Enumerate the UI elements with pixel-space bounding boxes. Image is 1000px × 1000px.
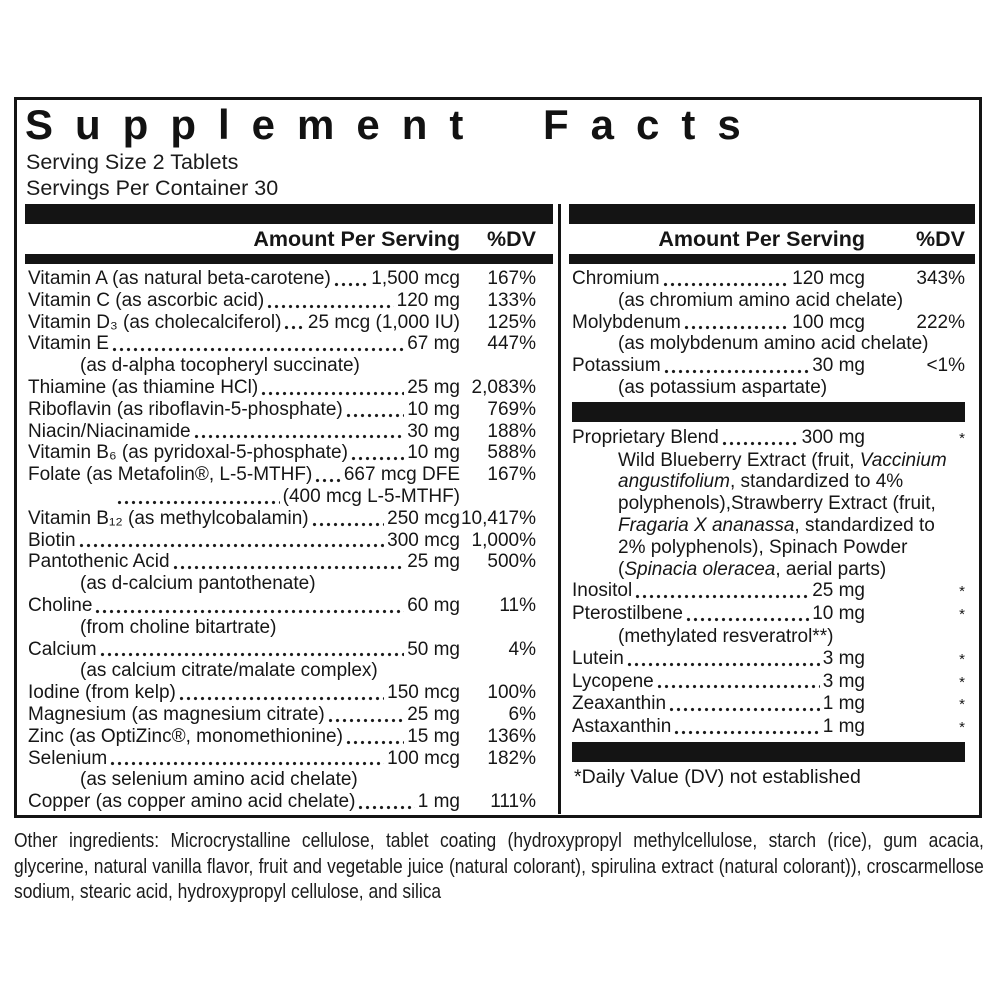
nutrient-detail: (as potassium aspartate)	[618, 376, 828, 398]
nutrient-dv: *	[959, 719, 965, 737]
nutrient-entry	[28, 399, 460, 421]
nutrient-entry	[28, 464, 460, 486]
blend-description	[572, 450, 965, 581]
dv-footnote: *Daily Value (DV) not established	[574, 765, 861, 788]
nutrient-name: Zeaxanthin	[572, 693, 667, 715]
dot-leader	[328, 718, 404, 723]
nutrient-name: Pterostilbene	[572, 603, 683, 625]
blend-text-segment: , standardized to 4% polyphenols),Strawberry Extract (fruit,	[618, 471, 936, 515]
label-title: Supplement Facts	[25, 101, 763, 148]
nutrient-amount: 30 mg	[407, 420, 460, 442]
nutrient-name: Vitamin D₃ (as cholecalciferol)	[28, 311, 282, 333]
nutrient-dv: 11%	[499, 594, 536, 616]
nutrition-column-right	[569, 204, 975, 814]
dot-leader	[179, 696, 384, 701]
nutrient-dv: 222%	[916, 311, 965, 333]
nutrient-row	[572, 603, 965, 626]
nutrient-detail: (as molybdenum amino acid chelate)	[618, 333, 929, 355]
nutrient-entry	[28, 268, 460, 290]
nutrient-row	[572, 268, 965, 290]
nutrient-row	[28, 442, 536, 464]
nutrient-amount: 120 mg	[396, 289, 460, 311]
nutrient-name: Potassium	[572, 355, 661, 377]
nutrient-name: Vitamin A (as natural beta-carotene)	[28, 268, 331, 289]
dot-leader	[674, 730, 819, 735]
nutrient-name: Thiamine (as thiamine HCl)	[28, 376, 259, 398]
nutrient-amount: 3 mg	[822, 647, 865, 669]
nutrient-name: Magnesium (as magnesium citrate)	[28, 703, 325, 725]
nutrient-amount-secondary: (400 mcg L-5-MTHF)	[282, 485, 460, 507]
nutrient-row	[572, 312, 965, 334]
nutrient-dv: <1%	[926, 355, 965, 377]
dot-leader	[261, 391, 404, 396]
nutrient-detail: (from choline bitartrate)	[80, 616, 277, 638]
nutrient-dv: *	[959, 673, 965, 691]
nutrient-amount: 25 mg	[407, 703, 460, 725]
dot-leader	[315, 478, 341, 483]
nutrient-rows-right	[569, 264, 975, 789]
nutrition-columns	[17, 201, 979, 814]
nutrient-dv: 769%	[487, 398, 536, 420]
nutrient-name: Vitamin C (as ascorbic acid)	[28, 289, 265, 311]
nutrient-amount: 100 mcg	[792, 311, 865, 333]
nutrient-entry	[572, 427, 865, 449]
nutrient-entry	[28, 290, 460, 312]
nutrient-name: Copper (as copper amino acid chelate)	[28, 791, 356, 813]
nutrient-entry	[28, 704, 460, 726]
nutrient-entry	[572, 268, 865, 290]
section-divider-bar	[25, 204, 553, 224]
nutrient-entry	[572, 671, 865, 693]
nutrient-name: Pantothenic Acid	[28, 551, 170, 573]
dot-leader	[312, 522, 385, 527]
section-divider-bar	[572, 742, 965, 762]
dot-leader	[267, 304, 393, 309]
dot-leader	[684, 325, 789, 330]
nutrient-entry	[28, 442, 460, 464]
nutrient-dv: 2,083%	[471, 376, 536, 398]
nutrient-row	[572, 355, 965, 377]
nutrient-row	[28, 726, 536, 748]
blend-text-segment: Spinacia oleracea	[624, 558, 776, 580]
nutrient-detail: (as selenium amino acid chelate)	[80, 769, 358, 791]
nutrient-dv: 167%	[487, 268, 536, 289]
nutrient-name: Selenium	[28, 747, 108, 769]
dot-leader	[346, 740, 404, 745]
servings-per-container: Servings Per Container 30	[26, 176, 279, 200]
nutrient-entry	[28, 486, 460, 508]
nutrient-detail: (as calcium citrate/malate complex)	[80, 660, 378, 682]
nutrient-name: Proprietary Blend	[572, 426, 719, 448]
nutrient-amount: 10 mg	[407, 442, 460, 464]
column-header-left	[25, 224, 553, 254]
dot-leader	[657, 684, 820, 689]
nutrient-entry	[572, 603, 865, 625]
nutrient-name: Zinc (as OptiZinc®, monomethionine)	[28, 725, 343, 747]
nutrient-rows-left	[25, 264, 553, 813]
nutrient-dv: 100%	[487, 682, 536, 704]
nutrient-amount: 15 mg	[407, 725, 460, 747]
nutrient-row	[572, 716, 965, 739]
nutrient-dv: 188%	[487, 420, 536, 442]
nutrient-row	[28, 530, 536, 552]
nutrient-row	[572, 648, 965, 671]
nutrient-amount: 300 mcg	[387, 529, 460, 551]
nutrient-entry	[572, 355, 865, 377]
nutrient-entry	[28, 682, 460, 704]
nutrient-row	[28, 312, 536, 334]
dot-leader	[635, 594, 809, 599]
nutrient-amount: 67 mg	[407, 333, 460, 355]
nutrient-amount: 150 mcg	[387, 682, 460, 704]
dot-leader	[117, 500, 280, 505]
nutrient-amount: 1 mg	[822, 716, 865, 738]
nutrient-name: Calcium	[28, 638, 97, 660]
nutrient-amount: 10 mg	[407, 398, 460, 420]
nutrient-row	[28, 595, 536, 617]
nutrient-entry	[28, 551, 460, 573]
nutrient-amount: 1,500 mcg	[371, 268, 460, 289]
nutrient-name: Folate (as Metafolin®, L-5-MTHF)	[28, 464, 313, 486]
dot-leader	[663, 282, 790, 287]
amount-per-serving-header: Amount Per Serving	[658, 227, 865, 251]
nutrient-amount: 30 mg	[812, 355, 865, 377]
nutrient-entry	[572, 716, 865, 738]
nutrient-entry	[572, 312, 865, 334]
nutrient-row	[28, 704, 536, 726]
nutrient-name: Molybdenum	[572, 311, 681, 333]
dv-header: %DV	[487, 227, 536, 251]
section-divider-bar	[569, 204, 975, 224]
dot-leader	[722, 441, 799, 446]
blend-text-segment: , aerial parts)	[775, 558, 887, 580]
nutrient-row	[28, 268, 536, 290]
nutrient-amount: 25 mcg (1,000 IU)	[307, 311, 460, 333]
column-divider	[558, 204, 561, 814]
nutrient-dv: 6%	[508, 703, 536, 725]
blend-text-segment: , standardized to 2% polyphenols), Spinach Powder (	[618, 514, 935, 580]
nutrient-detail: (methylated resveratrol**)	[618, 625, 834, 647]
nutrient-amount: 250 mcg	[387, 507, 460, 529]
nutrient-row	[572, 693, 965, 716]
other-ingredients: Other ingredients: Microcrystalline cellulose, tablet coating (hydroxypropyl methylcellulose, starch (rice), gum acacia, glycerine, natural vanilla flavor, fruit and vegetable juice (natural colorant), spirulina extract (natural colorant)), croscarmellose sodium, stearic acid, hydroxypropyl cellulose, and silica	[14, 829, 984, 903]
dot-leader	[358, 805, 414, 810]
nutrient-name: Chromium	[572, 268, 660, 289]
nutrient-entry	[28, 791, 460, 813]
section-divider-bar	[569, 254, 975, 264]
dot-leader	[112, 347, 404, 352]
nutrient-dv: *	[959, 696, 965, 714]
nutrient-row	[572, 427, 965, 450]
nutrient-entry	[28, 508, 460, 530]
nutrient-name: Riboflavin (as riboflavin-5-phosphate)	[28, 398, 343, 420]
nutrient-row-continuation	[28, 486, 536, 508]
nutrient-amount: 120 mcg	[792, 268, 865, 289]
dot-leader	[686, 617, 809, 622]
nutrient-row	[572, 580, 965, 603]
nutrient-dv: *	[959, 606, 965, 624]
dot-leader	[334, 282, 368, 287]
nutrient-dv: *	[959, 583, 965, 601]
nutrient-dv: 167%	[487, 464, 536, 486]
dot-leader	[173, 565, 405, 570]
nutrient-dv: 447%	[487, 333, 536, 355]
dot-leader	[100, 652, 405, 657]
nutrient-amount: 1 mg	[417, 791, 460, 813]
nutrient-amount: 60 mg	[407, 594, 460, 616]
supplement-facts-label	[14, 97, 982, 818]
nutrient-amount: 100 mcg	[387, 747, 460, 769]
blend-text-segment: Wild Blueberry Extract (fruit,	[618, 449, 860, 471]
blend-text-segment: Fragaria X ananassa	[618, 514, 795, 536]
dot-leader	[346, 413, 404, 418]
nutrient-dv: 133%	[487, 289, 536, 311]
nutrient-amount: 300 mg	[801, 426, 865, 448]
nutrient-row	[28, 748, 536, 770]
nutrient-row	[28, 639, 536, 661]
nutrient-entry	[28, 421, 460, 443]
amount-per-serving-header: Amount Per Serving	[253, 227, 460, 251]
nutrient-detail: (as chromium amino acid chelate)	[618, 289, 904, 311]
nutrient-amount: 10 mg	[812, 603, 865, 625]
nutrient-name: Iodine (from kelp)	[28, 682, 176, 704]
nutrient-row	[28, 421, 536, 443]
nutrient-entry	[28, 377, 460, 399]
nutrient-entry	[572, 693, 865, 715]
nutrient-dv: 1,000%	[471, 529, 536, 551]
dot-leader	[110, 761, 384, 766]
nutrient-entry	[28, 312, 460, 334]
nutrient-row	[28, 682, 536, 704]
nutrient-dv: 588%	[487, 442, 536, 464]
nutrient-row	[28, 464, 536, 486]
nutrient-amount: 50 mg	[407, 638, 460, 660]
nutrient-row	[28, 399, 536, 421]
nutrient-row	[572, 671, 965, 694]
nutrient-dv: *	[959, 650, 965, 668]
nutrient-entry	[572, 648, 865, 670]
nutrient-entry	[28, 530, 460, 552]
nutrient-entry	[28, 639, 460, 661]
nutrient-name: Biotin	[28, 529, 76, 551]
nutrient-dv: 182%	[487, 747, 536, 769]
dot-leader	[95, 609, 404, 614]
dot-leader	[79, 543, 385, 548]
dv-header: %DV	[916, 227, 965, 251]
nutrient-entry	[28, 333, 460, 355]
nutrient-dv: 4%	[508, 638, 536, 660]
dot-leader	[194, 434, 405, 439]
nutrient-amount: 3 mg	[822, 670, 865, 692]
nutrient-dv: 125%	[487, 311, 536, 333]
blend-text-segment: Vaccinium angustifolium	[618, 449, 947, 493]
nutrient-dv: 500%	[487, 551, 536, 573]
column-header-right	[569, 224, 975, 254]
nutrient-dv: *	[959, 429, 965, 447]
dot-leader	[351, 456, 404, 461]
nutrition-column-left	[25, 204, 553, 814]
nutrient-name: Vitamin E	[28, 333, 109, 355]
nutrient-amount: 1 mg	[822, 693, 865, 715]
section-divider-bar	[572, 402, 965, 422]
serving-size: Serving Size 2 Tablets	[26, 150, 239, 174]
nutrient-row	[28, 791, 536, 813]
nutrient-name: Lutein	[572, 647, 624, 669]
dot-leader	[669, 707, 820, 712]
nutrient-amount: 25 mg	[407, 551, 460, 573]
nutrient-row	[28, 508, 536, 530]
dot-leader	[627, 662, 820, 667]
nutrient-name: Niacin/Niacinamide	[28, 420, 191, 442]
nutrient-entry	[572, 580, 865, 602]
nutrient-row	[28, 551, 536, 573]
nutrient-name: Vitamin B₁₂ (as methylcobalamin)	[28, 507, 309, 529]
nutrient-amount: 25 mg	[812, 580, 865, 602]
nutrient-detail: (as d-alpha tocopheryl succinate)	[80, 355, 360, 377]
nutrient-name: Lycopene	[572, 670, 654, 692]
dot-leader	[284, 325, 305, 330]
nutrient-row	[28, 377, 536, 399]
nutrient-entry	[28, 748, 460, 770]
nutrient-row	[28, 290, 536, 312]
nutrient-entry	[28, 726, 460, 748]
nutrient-detail: (as d-calcium pantothenate)	[80, 573, 316, 595]
nutrient-dv: 136%	[487, 725, 536, 747]
nutrient-amount: 667 mcg DFE	[343, 464, 460, 486]
nutrient-amount: 25 mg	[407, 376, 460, 398]
nutrient-dv: 10,417%	[460, 507, 536, 529]
section-divider-bar	[25, 254, 553, 264]
nutrient-row	[28, 333, 536, 355]
nutrient-name: Choline	[28, 594, 93, 616]
nutrient-name: Astaxanthin	[572, 716, 672, 738]
dot-leader	[664, 369, 809, 374]
nutrient-dv: 343%	[916, 268, 965, 289]
nutrient-dv: 111%	[490, 791, 536, 813]
nutrient-entry	[28, 595, 460, 617]
nutrient-name: Inositol	[572, 580, 633, 602]
nutrient-name: Vitamin B₆ (as pyridoxal-5-phosphate)	[28, 442, 348, 464]
